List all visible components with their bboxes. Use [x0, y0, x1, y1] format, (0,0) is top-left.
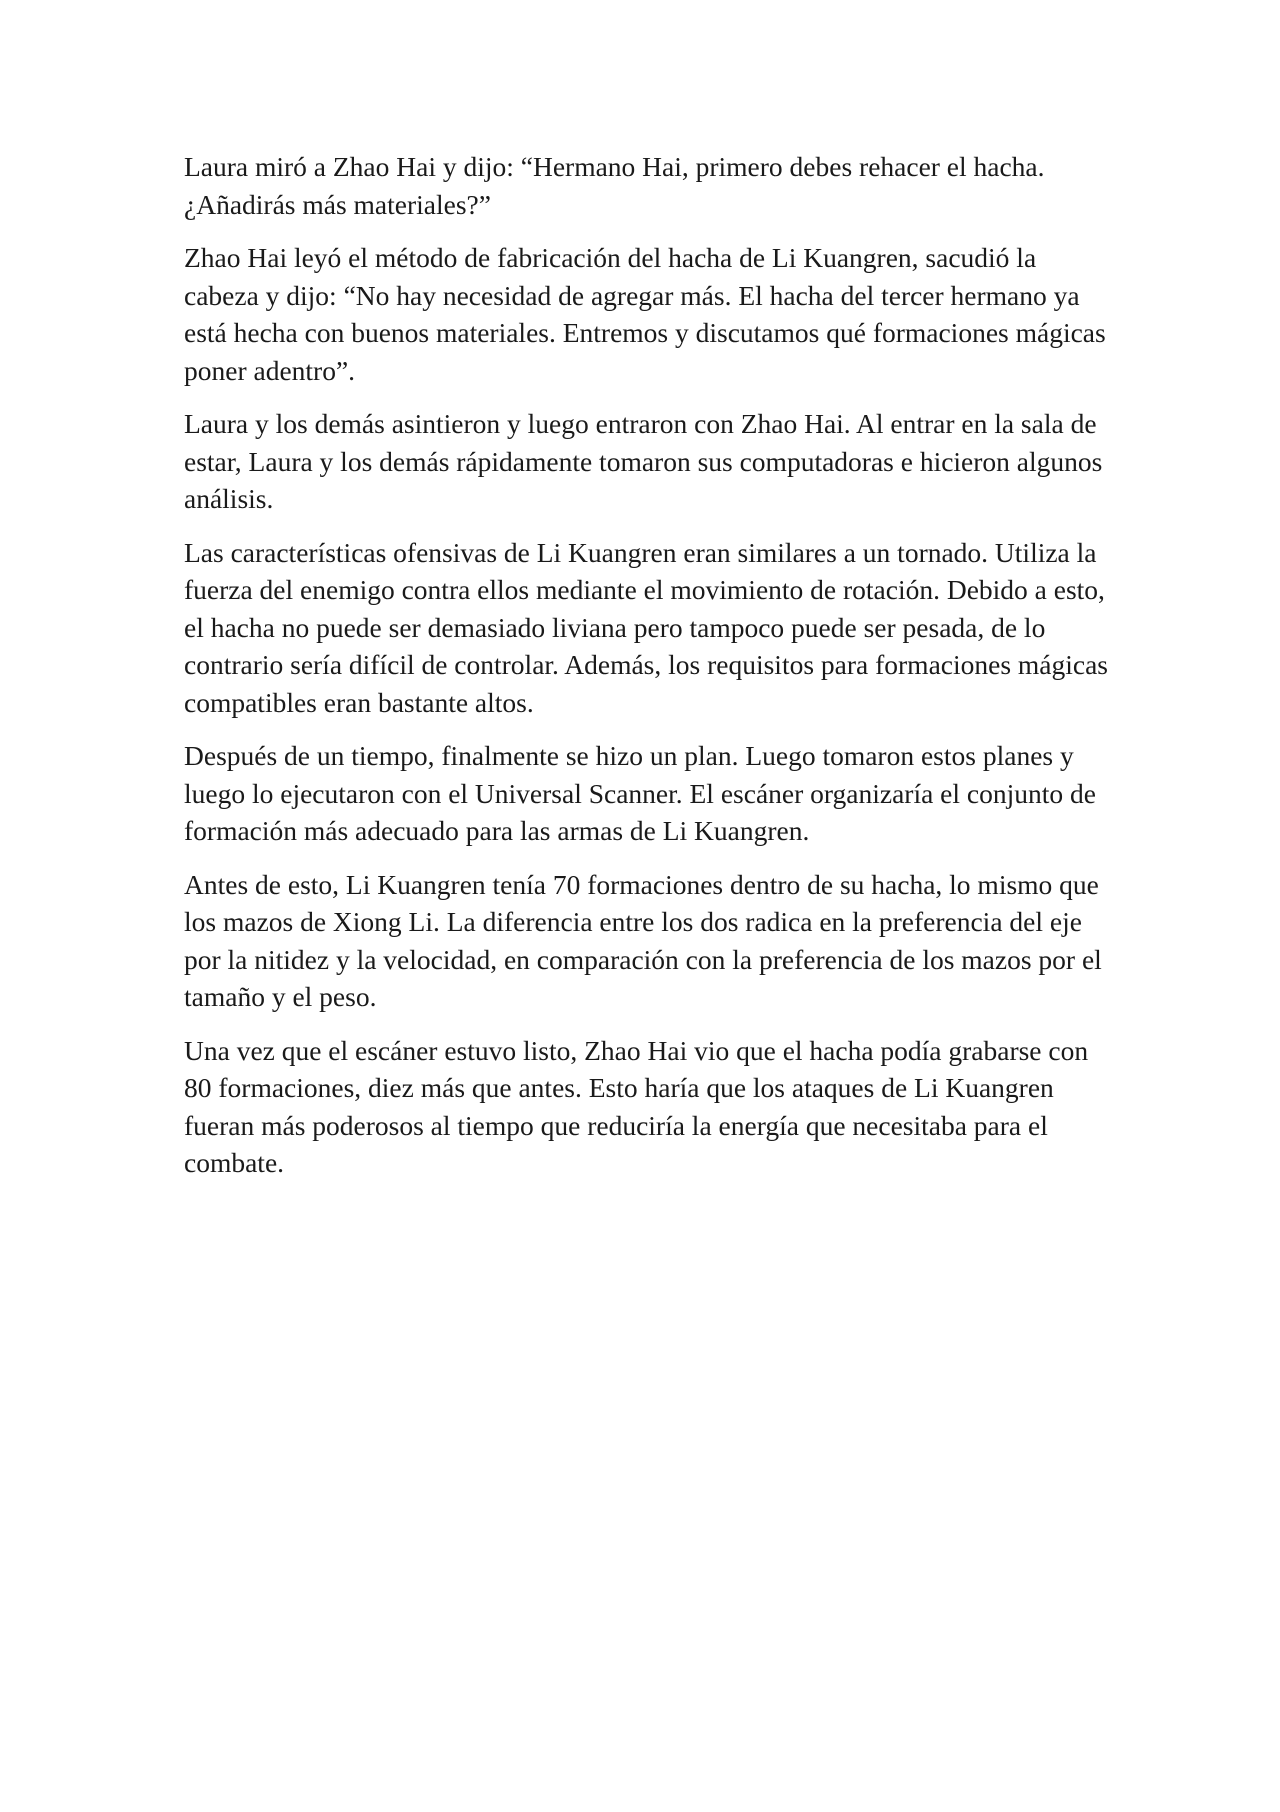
paragraph-1: Laura miró a Zhao Hai y dijo: “Hermano Hai, primero debes rehacer el hacha. ¿Añadirás más materiales?”	[184, 151, 1045, 220]
paragraph-5: Después de un tiempo, finalmente se hizo un plan. Luego tomaron estos planes y luego lo ejecutaron con el Universal Scanner. El escáner organizaría el conjunto de formación más adecuado para las armas de Li Kuangren.	[184, 740, 1096, 846]
paragraph-3: Laura y los demás asintieron y luego entraron con Zhao Hai. Al entrar en la sala de estar, Laura y los demás rápidamente tomaron sus computadoras e hicieron algunos análisis.	[184, 408, 1103, 514]
paragraph-6: Antes de esto, Li Kuangren tenía 70 formaciones dentro de su hacha, lo mismo que los mazos de Xiong Li. La diferencia entre los dos radica en la preferencia del eje por la nitidez y la velocidad, en comparación con la preferencia de los mazos por el tamaño y el peso.	[184, 868, 1102, 1012]
paragraph-4: Las características ofensivas de Li Kuangren eran similares a un tornado. Utiliza la fuerza del enemigo contra ellos mediante el movimiento de rotación. Debido a esto, el hacha no puede ser demasiado liviana pero tampoco puede ser pesada, de lo contrario sería difícil de controlar. Además, los requisitos para formaciones mágicas compatibles eran bastante altos.	[184, 536, 1109, 718]
paragraph-2: Zhao Hai leyó el método de fabricación del hacha de Li Kuangren, sacudió la cabeza y dijo: “No hay necesidad de agregar más. El hacha del tercer hermano ya está hecha con buenos materiales. Entremos y discutamos qué formaciones mágicas poner adentro”.	[184, 242, 1106, 386]
document-body	[184, 148, 1114, 1198]
paragraph-7: Una vez que el escáner estuvo listo, Zhao Hai vio que el hacha podía grabarse con 80 formaciones, diez más que antes. Esto haría que los ataques de Li Kuangren fueran más poderosos al tiempo que reduciría la energía que necesitaba para el combate.	[184, 1034, 1089, 1178]
